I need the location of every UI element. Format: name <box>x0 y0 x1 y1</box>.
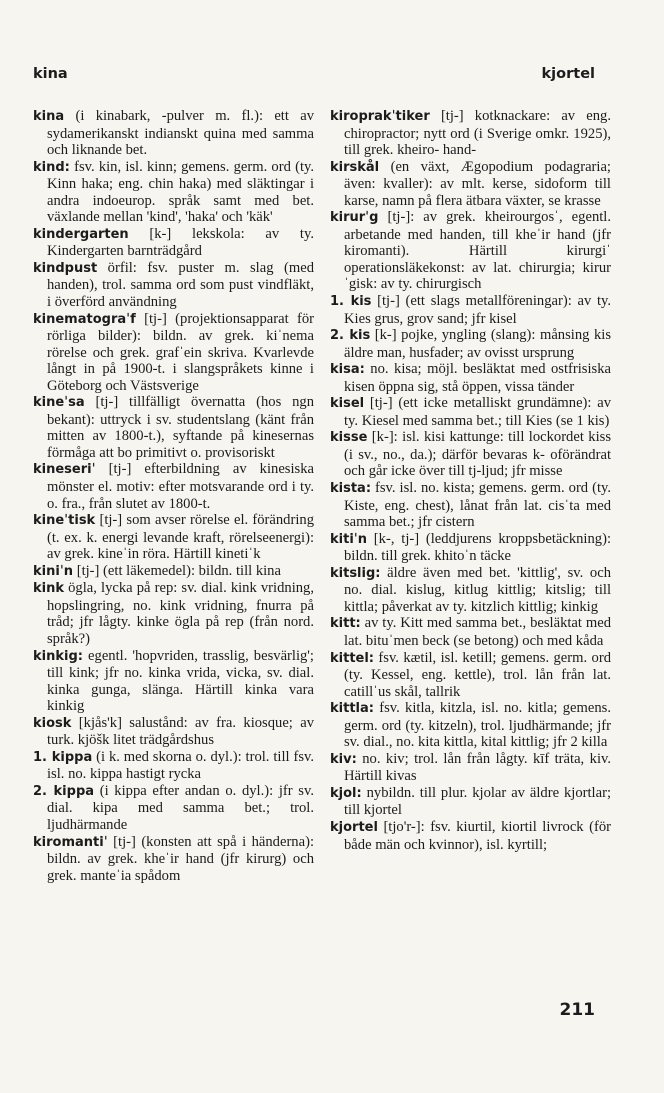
dictionary-entry <box>330 480 611 531</box>
dictionary-entry <box>33 783 314 834</box>
entry-definition: örfil: fsv. puster m. slag (med handen), trol. samma ord som pust vindfläkt, i överförd användning <box>47 259 314 311</box>
dictionary-entry <box>330 429 611 480</box>
running-head-left: kina <box>33 66 68 82</box>
entry-definition: (i kippa efter andan o. dyl.): jfr sv. dial. kipa med samma bet.; trol. ljudhärmande <box>47 782 314 833</box>
entry-definition: ögla, lycka på rep: sv. dial. kink vridning, hopslingring, no. kink vridning, fnurra på tråd; jfr lågty. kinke ögla på rep (från nord. språk?) <box>47 580 314 647</box>
entry-definition: [k-] pojke, yngling (slang): månsing kis äldre man, husfader; av ovisst ursprung <box>344 327 611 361</box>
entry-headword: kink <box>33 581 65 597</box>
dictionary-entry <box>330 819 611 853</box>
entry-headword: kinematograˈf <box>33 311 136 327</box>
dictionary-entry <box>330 531 611 565</box>
entry-headword: kineseriˈ <box>33 462 96 478</box>
entry-headword: kitiˈn <box>330 531 368 547</box>
entry-definition: [tj-] (ett läkemedel): bildn. till kina <box>73 562 281 579</box>
dictionary-entry <box>33 394 314 461</box>
dictionary-entry <box>330 395 611 429</box>
entry-headword: kinkig: <box>33 648 83 664</box>
dictionary-entry <box>33 715 314 749</box>
entry-headword: kina <box>33 109 65 124</box>
dictionary-entry <box>33 749 314 783</box>
dictionary-entry <box>330 650 611 701</box>
entry-definition: [k-, tj-] (leddjurens kroppsbetäckning): bildn. till grek. khitoˈn täcke <box>344 530 611 565</box>
left-column <box>33 108 314 884</box>
dictionary-entry <box>330 293 611 327</box>
entry-headword: kisel <box>330 396 365 412</box>
page-number: 211 <box>559 1000 595 1020</box>
entry-headword: 2. kippa <box>33 783 95 799</box>
entry-definition: [tj-] som avser rörelse el. förändring (t. ex. k. energi levande kraft, rörelseenergi): av grek. kineˈin röra. Härtill kinetiˈk <box>47 512 314 563</box>
dictionary-entry <box>33 226 314 260</box>
dictionary-entry <box>33 311 314 395</box>
entry-definition: [tjo'r-]: fsv. kiurtil, kiortil livrock (för både män och kvinnor), isl. kyrtill; <box>344 818 611 853</box>
dictionary-entry <box>330 361 611 395</box>
dictionary-entry <box>330 700 611 751</box>
entry-headword: kineˈsa <box>33 395 85 411</box>
entry-definition: [tj-] (projektionsapparat för rörliga bilder): bildn. av grek. kiˈnema rörelse och grek. grafˈein skriva. Kvarlevde långt in på 1900-t. i slangspråkets kinne i Göteborg och Västsverige <box>47 310 314 394</box>
dictionary-entry <box>33 834 314 885</box>
entry-definition: no. kisa; möjl. besläktat med ostfrisiska kisen öppna sig, stå öppen, vissa tänder <box>344 361 611 395</box>
dictionary-entry <box>330 327 611 361</box>
entry-definition: egentl. 'hopvriden, trasslig, besvärlig'; till kink; jfr no. kinka vrida, vicka, sv. dial. kinka gunga, slänga. Härtill kinka vara kinkig <box>47 647 314 715</box>
entry-headword: kista: <box>330 481 372 497</box>
right-column <box>330 108 611 853</box>
dictionary-entry <box>330 108 611 159</box>
dictionary-entry <box>33 260 314 311</box>
entry-headword: kjortel <box>330 819 378 835</box>
entry-definition: (en växt, Ægopodium podagraria; även: kvaller): av mlt. kerse, sidoform till karse, namn på flera ätbara växter, se krasse <box>344 158 611 209</box>
entry-headword: kittla: <box>330 701 374 717</box>
entry-definition: [tj-] kotknackare: av eng. chiropractor; nytt ord (i Sverige omkr. 1925), till grek. kheiro- hand- <box>344 108 611 159</box>
entry-headword: kindergarten <box>33 226 129 242</box>
entry-headword: kiosk <box>33 715 72 731</box>
entry-headword: kiniˈn <box>33 563 74 579</box>
entry-headword: kiromantiˈ <box>33 834 108 850</box>
entry-definition: [tj-]: av grek. kheirourgosˈ, egentl. arbetande med handen, till kheˈir hand (jfr kiromanti). Härtill kirurgiˈ operationsläkekonst: av lat. chirurgia; kirurˈgisk: av ty. chirurgisch <box>344 209 611 293</box>
entry-definition: [k-]: isl. kisi kattunge: till lockordet kiss (i sv., no., da.); därför bevaras k- oförändrat och går icke över till tj-ljud; jfr misse <box>344 429 611 480</box>
entry-headword: 1. kis <box>330 294 372 310</box>
entry-definition: fsv. kitla, kitzla, isl. no. kitla; gemens. germ. ord (ty. kitzeln), trol. ljudhärmande; jfr sv. dial., no. kita kittla, kital kittlig; jfr 2 killa <box>344 700 611 751</box>
entry-definition: no. kiv; trol. lån från lågty. kīf träta, kiv. Härtill kivas <box>344 750 611 785</box>
entry-headword: kind: <box>33 159 70 175</box>
dictionary-entry <box>330 751 611 785</box>
dictionary-entry <box>33 108 314 159</box>
entry-headword: kisa: <box>330 362 365 378</box>
entry-headword: 2. kis <box>330 328 371 344</box>
entry-definition: (i kinabark, -pulver m. fl.): ett av sydamerikanskt indianskt quina med samma och liknande bet. <box>47 108 314 159</box>
dictionary-entry <box>330 615 611 649</box>
entry-definition: [tj-] (ett icke metalliskt grundämne): av ty. Kiesel med samma bet.; till Kies (se 1 kis) <box>344 395 611 429</box>
dictionary-entry <box>33 159 314 226</box>
entry-definition: [tj-] (ett slags metallföreningar): av ty. Kies grus, grov sand; jfr kisel <box>344 293 611 327</box>
entry-definition: fsv. isl. no. kista; gemens. germ. ord (ty. Kiste, eng. chest), lånat från lat. cisˈta med samma bet.; jfr cistern <box>344 480 611 531</box>
entry-headword: kjol: <box>330 785 362 801</box>
dictionary-entry <box>330 565 611 616</box>
dictionary-entry <box>330 785 611 819</box>
entry-definition: fsv. kin, isl. kinn; gemens. germ. ord (ty. Kinn haka; eng. chin haka) med släktingar i andra indoeurop. språk samt med bet. växlande mellan 'kind', 'haka' och 'käk' <box>47 158 314 226</box>
entry-headword: kirskål <box>330 159 380 175</box>
dictionary-entry <box>33 512 314 563</box>
entry-headword: kirurˈg <box>330 210 379 226</box>
entry-definition: [tj-] tillfälligt övernatta (hos ngn bekant): uttryck i sv. studentslang (känt från mitten av 1800-t.), syftande på kinesernas förmåga att bo primitivt o. provisoriskt <box>47 394 314 461</box>
dictionary-entry <box>33 461 314 512</box>
dictionary-entry <box>33 580 314 647</box>
dictionary-entry <box>330 159 611 210</box>
entry-headword: kindpust <box>33 260 98 276</box>
entry-headword: kiv: <box>330 751 357 767</box>
running-head-right: kjortel <box>541 66 595 82</box>
entry-headword: kiroprakˈtiker <box>330 109 430 124</box>
entry-headword: kittel: <box>330 650 375 666</box>
entry-headword: 1. kippa <box>33 749 93 765</box>
entry-definition: [k-] lekskola: av ty. Kindergarten barnträdgård <box>47 225 314 260</box>
entry-headword: kitslig: <box>330 565 381 581</box>
entry-headword: kitt: <box>330 616 361 632</box>
entry-definition: [tj-] (konsten att spå i händerna): bildn. av grek. kheˈir hand (jfr kirurg) och grek. manteˈia spådom <box>47 833 314 884</box>
entry-definition: av ty. Kitt med samma bet., besläktat med lat. bituˈmen beck (se betong) och med kåda <box>344 615 611 649</box>
dictionary-entry <box>330 209 611 293</box>
dictionary-entry <box>33 563 314 581</box>
entry-definition: [tj-] efterbildning av kinesiska mönster el. motiv: efter motsvarande ord i ty. o. fra., från slutet av 1800-t. <box>47 461 314 512</box>
dictionary-entry <box>33 648 314 715</box>
entry-definition: (i k. med skorna o. dyl.): trol. till fsv. isl. no. kippa hastigt rycka <box>47 748 314 783</box>
entry-definition: äldre även med bet. 'kittlig', sv. och no. dial. kislug, kitlug kittlig; kitslig; till kittla; påverkat av ty. kitzlich kittlig; kinkig <box>344 564 611 615</box>
entry-definition: [kjås'k] salustånd: av fra. kiosque; av turk. kjöšk litet trädgårdshus <box>47 714 314 749</box>
entry-headword: kineˈtisk <box>33 513 96 529</box>
entry-definition: fsv. kætil, isl. ketill; gemens. germ. ord (ty. Kessel, eng. kettle), trol. lån från lat. catillˈus skål, tallrik <box>344 649 611 700</box>
entry-definition: nybildn. till plur. kjolar av äldre kjortlar; till kjortel <box>344 784 611 819</box>
entry-headword: kisse <box>330 430 368 446</box>
